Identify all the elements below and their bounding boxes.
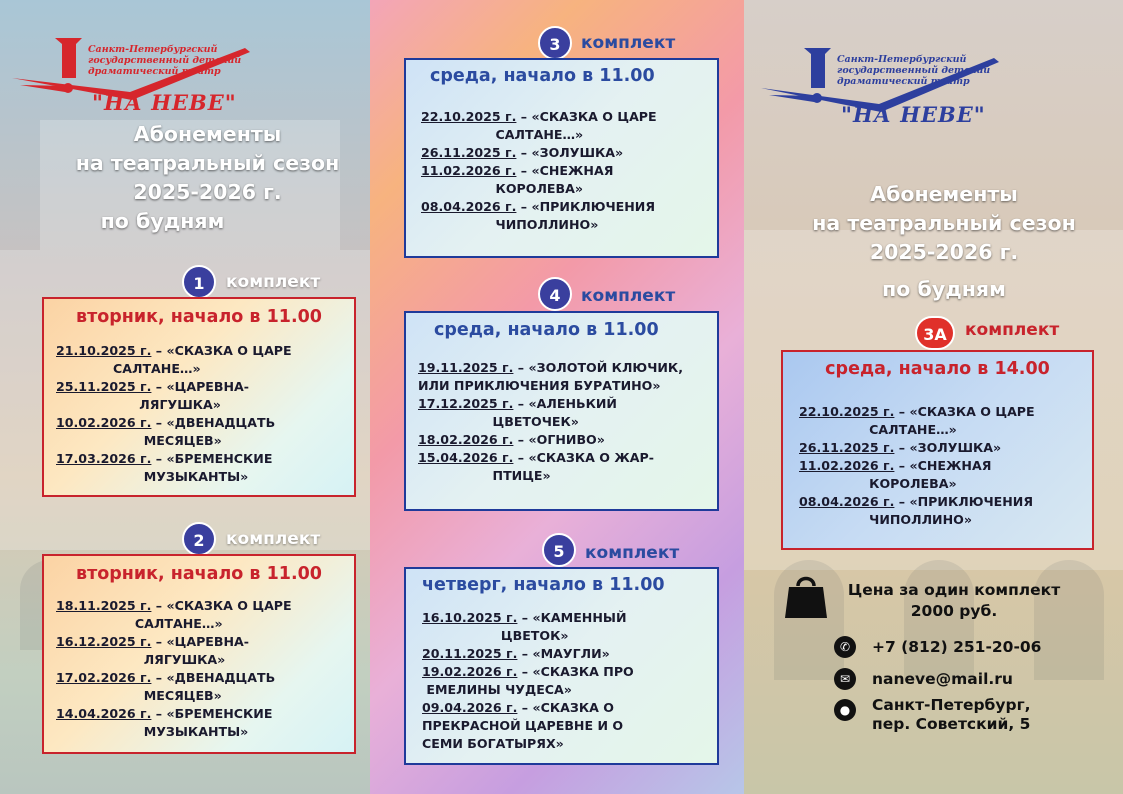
kit-2-label: комплект [226,529,321,549]
entry-date: 18.11.2025 г. [56,598,152,613]
kit-4-badge: 4 [538,277,572,311]
location-pin-icon: ● [834,699,856,721]
kit-1-entries [56,342,292,486]
kit-3-box [404,58,719,258]
price-info [834,580,1074,622]
logo-line-3: драматический театр [837,76,970,87]
contact-address [834,696,1031,734]
kit-4-box [404,311,719,511]
contact-phone [834,636,1041,658]
entry-title: «ОГНИВО» [528,432,605,447]
entry-date: 17.03.2026 г. [56,451,152,466]
entry-title: «СКАЗКА ПРО ЕМЕЛИНЫ ЧУДЕСА» [426,664,634,697]
entry-title: «ПРИКЛЮЧЕНИЯ ЧИПОЛЛИНО» [495,199,656,232]
entry-sep: – [513,450,529,465]
entry-title: «ЗОЛУШКА» [909,440,1002,455]
kit-3-badge: 3 [538,26,572,60]
entry-title: «СКАЗКА О ЦАРЕ САЛТАНЕ…» [112,343,292,376]
kit-3a-entries [799,403,1035,529]
entry-date: 18.02.2026 г. [418,432,514,447]
entry-date: 11.02.2026 г. [799,458,895,473]
entry-date: 17.02.2026 г. [56,670,152,685]
entry-date: 16.10.2025 г. [422,610,518,625]
list-item [56,597,292,633]
entry-title: «ПРИКЛЮЧЕНИЯ ЧИПОЛЛИНО» [869,494,1034,527]
list-item [799,439,1035,457]
mail-icon: ✉ [834,668,856,690]
entry-date: 11.02.2026 г. [421,163,517,178]
entry-title: «АЛЕНЬКИЙ ЦВЕТОЧЕК» [492,396,617,429]
kit-1-box [42,297,356,497]
entry-sep: – [151,670,167,685]
entry-sep: – [894,458,910,473]
entry-date: 08.04.2026 г. [799,494,895,509]
entry-sep: – [151,379,167,394]
entry-date: 26.11.2025 г. [799,440,895,455]
list-item [799,493,1035,529]
list-item [422,609,634,645]
entry-sep: – [517,664,533,679]
entry-date: 14.04.2026 г. [56,706,152,721]
list-item [56,450,292,486]
heading-line-3: 2025-2026 г. [869,240,1019,264]
kit-3a-box [781,350,1094,550]
entry-title: «СНЕЖНАЯ КОРОЛЕВА» [495,163,614,196]
kit-3-entries [421,108,657,234]
entry-date: 20.11.2025 г. [422,646,518,661]
logo-line-2: государственный детский [837,65,991,76]
entry-date: 08.04.2026 г. [421,199,517,214]
kit-1-title: вторник, начало в 11.00 [76,307,322,327]
entry-date: 10.02.2026 г. [56,415,152,430]
entry-date: 17.12.2025 г. [418,396,514,411]
entry-date: 25.11.2025 г. [56,379,152,394]
list-item [418,395,683,431]
list-item [56,669,292,705]
logo-line-3: драматический театр [88,66,221,77]
entry-sep: – [517,610,533,625]
logo-name: "НА НЕВЕ" [92,90,237,115]
entry-title: «СКАЗКА О ЖАР- ПТИЦЕ» [492,450,655,483]
kit-1-badge: 1 [182,265,216,299]
shopping-bag-icon [784,572,828,620]
entry-sep: – [516,163,532,178]
list-item [56,378,292,414]
price-value: 2000 руб. [910,602,998,620]
entry-title: «ЗОЛУШКА» [531,145,624,160]
entry-sep: – [517,700,533,715]
entry-sep: – [151,706,167,721]
entry-sep: – [513,432,529,447]
list-item [418,431,683,449]
kit-5-entries [422,609,634,753]
price-label: Цена за один комплект [847,581,1061,599]
list-item [56,342,292,378]
entry-sep: – [151,343,167,358]
logo-line-2: государственный детский [88,55,242,66]
kit-3a-title: среда, начало в 14.00 [825,359,1050,379]
contact-email [834,668,1013,690]
entry-date: 21.10.2025 г. [56,343,152,358]
entry-sep: – [516,199,532,214]
list-item [422,663,634,699]
entry-date: 19.11.2025 г. [418,360,514,375]
kit-5-label: комплект [585,543,680,563]
heading-line-1: Абонементы [133,122,282,146]
list-item [421,198,657,234]
theatre-logo-right [759,38,1009,133]
entry-title: «ДВЕНАДЦАТЬ МЕСЯЦЕВ» [143,670,276,703]
kit-1-label: комплект [226,272,321,292]
address [872,696,1031,734]
entry-sep: – [516,145,532,160]
entry-title: «СКАЗКА О ПРЕКРАСНОЙ ЦАРЕВНЕ И О СЕМИ БОГАТЫРЯХ» [422,700,624,751]
heading-line-4: по будням [882,277,1006,301]
kit-3-title: среда, начало в 11.00 [430,66,655,86]
middle-panel [370,0,744,794]
entry-title: «КАМЕННЫЙ ЦВЕТОК» [500,610,627,643]
list-item [418,359,683,395]
list-item [56,414,292,450]
kit-3a-label: комплект [965,320,1060,340]
entry-title: «ЦАРЕВНА- ЛЯГУШКА» [139,379,250,412]
list-item [422,699,634,753]
entry-title: «МАУГЛИ» [532,646,610,661]
address-line-1: Санкт-Петербург, [872,696,1031,714]
entry-title: «БРЕМЕНСКИЕ МУЗЫКАНТЫ» [143,451,273,484]
kit-4-label: комплект [581,286,676,306]
phone-icon: ✆ [834,636,856,658]
entry-title: «ДВЕНАДЦАТЬ МЕСЯЦЕВ» [143,415,276,448]
list-item [421,108,657,144]
kit-5-box [404,567,719,765]
kit-2-box [42,554,356,754]
subscription-heading [40,120,370,236]
entry-date: 09.04.2026 г. [422,700,518,715]
entry-sep: – [894,494,910,509]
entry-date: 22.10.2025 г. [799,404,895,419]
kit-3-label: комплект [581,33,676,53]
subscription-heading-right [774,180,1114,304]
kit-4-title: среда, начало в 11.00 [434,320,659,340]
kit-5-badge: 5 [542,533,576,567]
left-panel [0,0,370,794]
entry-sep: – [516,109,532,124]
entry-date: 26.11.2025 г. [421,145,517,160]
entry-sep: – [151,598,167,613]
list-item [421,144,657,162]
kit-3a-badge: 3А [915,316,955,350]
entry-title: «СКАЗКА О ЦАРЕ САЛТАНЕ…» [134,598,292,631]
heading-line-1: Абонементы [870,182,1018,206]
entry-title: «БРЕМЕНСКИЕ МУЗЫКАНТЫ» [143,706,273,739]
heading-line-2: на театральный сезон [75,151,340,175]
heading-line-4: по будням [100,209,225,233]
entry-sep: – [151,415,167,430]
email-address[interactable]: naneve@mail.ru [872,669,1013,688]
entry-date: 15.04.2026 г. [418,450,514,465]
entry-sep: – [517,646,533,661]
address-line-2: пер. Советский, 5 [872,715,1031,733]
entry-sep: – [513,360,529,375]
heading-line-2: на театральный сезон [812,211,1076,235]
kit-2-entries [56,597,292,741]
entry-sep: – [151,634,167,649]
list-item [418,449,683,485]
entry-date: 19.02.2026 г. [422,664,518,679]
phone-number[interactable]: +7 (812) 251-20-06 [872,637,1042,656]
entry-title: «ЗОЛОТОЙ КЛЮЧИК, ИЛИ ПРИКЛЮЧЕНИЯ БУРАТИНО» [418,360,684,393]
entry-sep: – [894,440,910,455]
kit-2-badge: 2 [182,522,216,556]
entry-title: «СКАЗКА О ЦАРЕ САЛТАНЕ…» [495,109,657,142]
entry-date: 22.10.2025 г. [421,109,517,124]
entry-title: «СНЕЖНАЯ КОРОЛЕВА» [869,458,992,491]
theatre-logo [10,30,260,120]
logo-line-1: Санкт-Петербургский [88,44,218,55]
entry-sep: – [151,451,167,466]
heading-line-3: 2025-2026 г. [133,180,282,204]
entry-date: 16.12.2025 г. [56,634,152,649]
entry-sep: – [894,404,910,419]
logo-name: "НА НЕВЕ" [841,102,986,127]
list-item [799,457,1035,493]
list-item [56,633,292,669]
right-panel [744,0,1123,794]
kit-2-title: вторник, начало в 11.00 [76,564,322,584]
list-item [56,705,292,741]
kit-5-title: четверг, начало в 11.00 [422,575,665,595]
logo-line-1: Санкт-Петербургский [837,54,967,65]
entry-sep: – [513,396,529,411]
list-item [799,403,1035,439]
entry-title: «ЦАРЕВНА- ЛЯГУШКА» [143,634,250,667]
entry-title: «СКАЗКА О ЦАРЕ САЛТАНЕ…» [869,404,1035,437]
list-item [422,645,634,663]
kit-4-entries [418,359,683,485]
list-item [421,162,657,198]
